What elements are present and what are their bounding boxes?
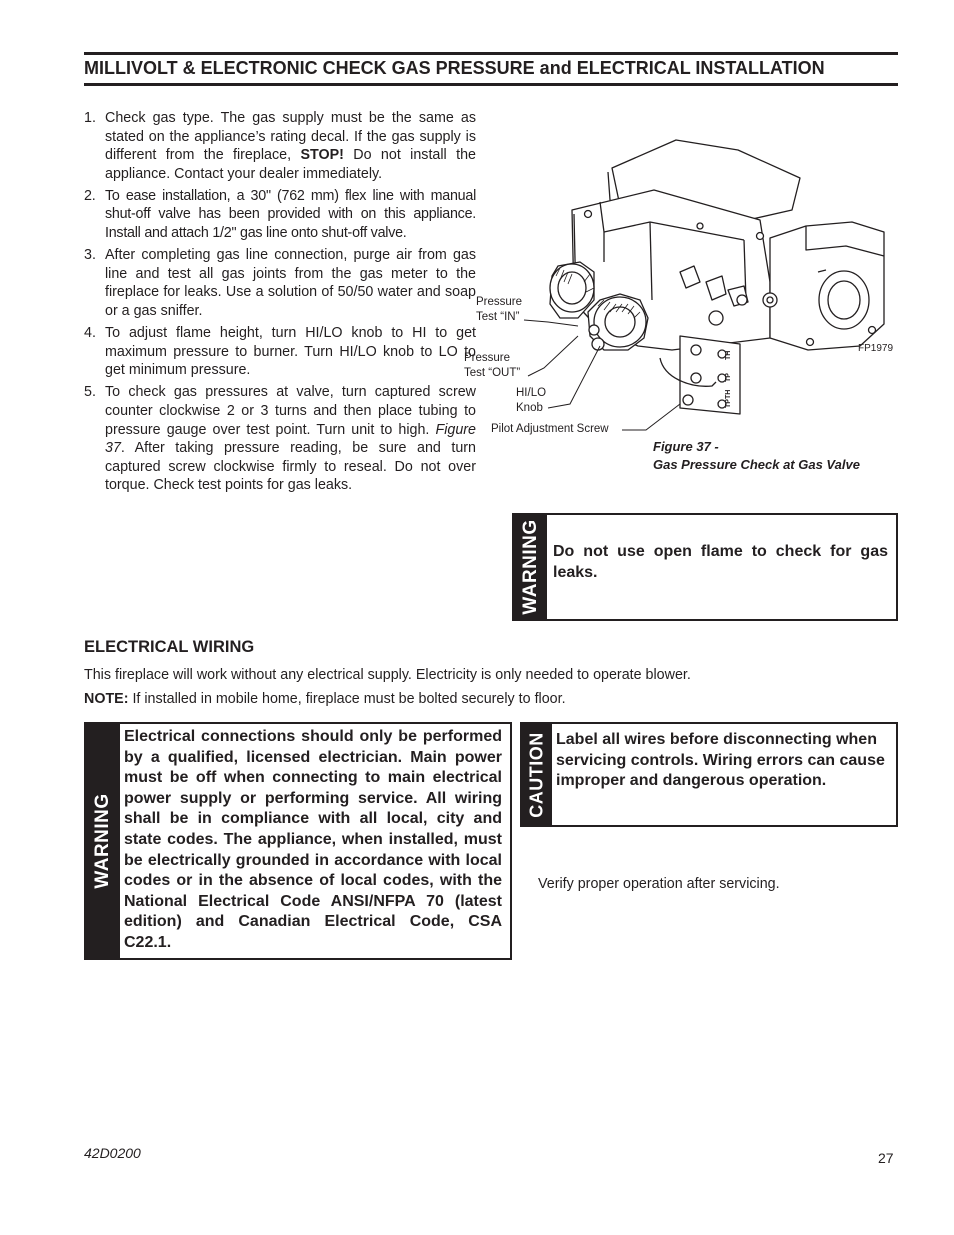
list-item [84, 109, 476, 183]
figure-caption [653, 438, 860, 473]
pressure-test-out-label: Pressure Test “OUT” [464, 352, 521, 379]
document-number: 42D0200 [84, 1145, 141, 1161]
step-number: 5. [84, 384, 96, 401]
mobile-home-note [84, 690, 904, 708]
terminal-label: TH [725, 350, 732, 360]
list-item [84, 324, 476, 380]
list-item [84, 246, 476, 320]
instruction-list [84, 109, 476, 498]
warning-text: Electrical connections should only be performed by a qualified, licensed electrician. Main power must be off when connecting to main electrical power supply or performing service. All wiring shall be in compliance with all local, city and state codes. The appliance, when installed, must be electrically grounded in accordance with local codes or in the absence of local codes, with the National Electrical Code ANSI/NFPA 70 (latest edition) and Canadian Electrical Code, CSA C22.1. [124, 728, 502, 951]
page-title: MILLIVOLT & ELECTRONIC CHECK GAS PRESSURE and ELECTRICAL INSTALLATION [84, 58, 825, 78]
list-item [84, 187, 476, 243]
title-underline-rule [84, 83, 898, 86]
top-rule [84, 52, 898, 55]
pilot-adjustment-screw-label: Pilot Adjustment Screw [491, 423, 609, 435]
pressure-test-in-label: Pressure Test “IN” [476, 296, 523, 323]
step-text: . After taking pressure reading, be sure and turn captured screw clockwise firmly to reseal. Do not over torque. Check test points for gas leaks. [105, 440, 476, 494]
figure-caption-number: Figure 37 - [653, 439, 719, 454]
step-text: To ease installation, a 30" (762 mm) flex line with manual shut-off valve has been provided with on this appliance. Install and attach 1/2" gas line onto shut-off valve. [105, 187, 476, 242]
step-number: 4. [84, 325, 96, 342]
terminal-label: TPTH [725, 389, 732, 408]
step-text: To adjust flame height, turn HI/LO knob to HI to get maximum pressure to burner. Turn HI/LO knob to LO to get minimum pressure. [105, 325, 476, 379]
caution-tab: CAUTION [522, 724, 552, 825]
page-number: 27 [878, 1150, 894, 1166]
verify-operation-note: Verify proper operation after servicing. [538, 876, 780, 892]
step-text: After completing gas line connection, purge air from gas line and test all gas joints from the gas meter to the fireplace for leaks. Use a solution of 50/50 water and soap or a gas sniffer. [105, 247, 476, 319]
step-text: Check gas type. The gas supply must be the same as stated on the appliance’s rating decal. If the gas supply is different from the fireplace, [105, 110, 476, 164]
figure-code: FP1979 [858, 343, 894, 354]
warning-box-gas-leak [512, 513, 898, 621]
section-heading-electrical-wiring: ELECTRICAL WIRING [84, 638, 255, 656]
step-number: 3. [84, 247, 96, 264]
caution-text: Label all wires before disconnecting when servicing controls. Wiring errors can cause improper and dangerous operation. [556, 731, 885, 789]
list-item [84, 383, 476, 495]
warning-box-electrical [84, 722, 512, 960]
note-label: NOTE: [84, 691, 129, 707]
electrical-intro: This fireplace will work without any electrical supply. Electricity is only needed to operate blower. [84, 667, 691, 683]
figure-caption-title: Gas Pressure Check at Gas Valve [653, 456, 860, 472]
step-text: To check gas pressures at valve, turn captured screw counter clockwise 2 or 3 turns and then place tubing to pressure gauge over test point. Turn unit to high. [105, 384, 476, 438]
warning-text: Do not use open flame to check for gas leaks. [553, 543, 888, 581]
note-text: If installed in mobile home, fireplace must be bolted securely to floor. [128, 691, 566, 707]
figure-reference: Figure 37 [105, 421, 476, 457]
step-number: 1. [84, 110, 96, 126]
stop-emphasis: STOP! [300, 147, 344, 164]
warning-tab: WARNING [86, 724, 120, 958]
step-text: Do not install the appliance. Contact your dealer immediately. [105, 147, 476, 182]
step-number: 2. [84, 187, 96, 204]
terminal-label: TP [725, 373, 732, 382]
warning-tab: WARNING [514, 515, 547, 619]
caution-box [520, 722, 898, 827]
hilo-knob-label: HI/LO Knob [516, 387, 547, 414]
